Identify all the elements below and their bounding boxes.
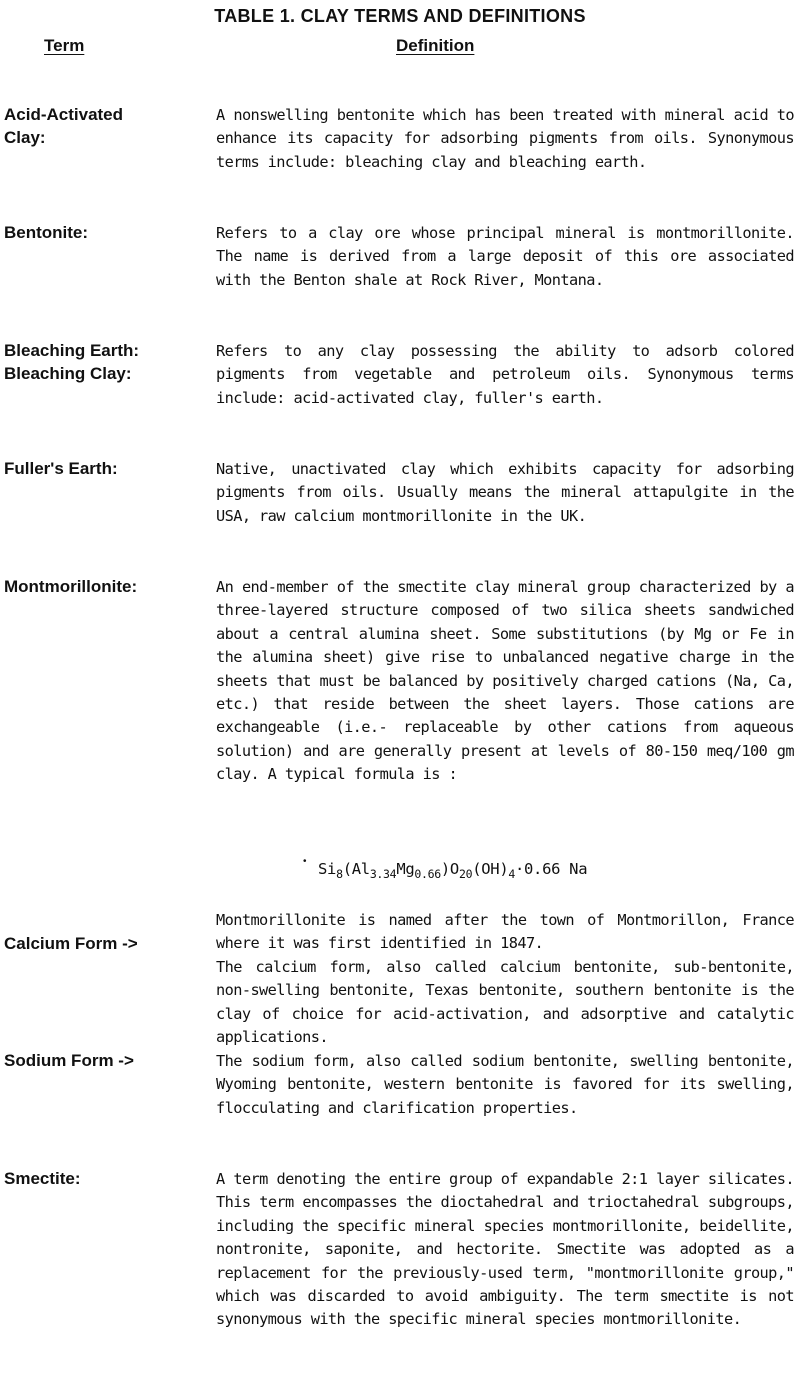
term-line: Acid-Activated xyxy=(4,105,124,124)
formula-part: ·0.66 Na xyxy=(514,860,588,878)
term-line: Fuller's Earth: xyxy=(4,459,118,478)
term-bleaching-earth xyxy=(4,339,204,385)
term-fullers-earth xyxy=(4,457,204,480)
stray-mark: • xyxy=(303,856,307,867)
formula-part: )O xyxy=(440,860,459,878)
term-line: Bleaching Clay: xyxy=(4,364,132,383)
formula-subscript: 3.34 xyxy=(369,867,397,882)
term-sodium-form xyxy=(4,1049,204,1072)
term-line: Bleaching Earth: xyxy=(4,341,140,360)
term-line: Clay: xyxy=(4,128,46,147)
term-bentonite xyxy=(4,221,204,244)
definition-acid-activated-clay: A nonswelling bentonite which has been treated with mineral acid to enhance its capacity for adsorbing pigments from oils. Synonymous terms include: bleaching clay and bleaching earth. xyxy=(216,106,794,171)
term-montmorillonite xyxy=(4,575,204,598)
definition-fullers-earth: Native, unactivated clay which exhibits capacity for adsorbing pigments from oils. Usually means the mineral attapulgite in the USA, raw calcium montmorillonite in the UK. xyxy=(216,460,794,525)
definition-montmorillonite: An end-member of the smectite clay mineral group characterized by a three-layered structure composed of two silica sheets sandwiched about a central alumina sheet. Some substitutions (by Mg or Fe in the alumina sheet) give rise to unbalanced negative charge in the sheets that must be balanced by positively charged cations (Na, Ca, etc.) that reside between the sheet layers. Those cations are exchangeable (i.e.- replaceable by other cations from aqueous solution) and are generally present at levels of 80-150 meq/100 gm clay. A typical formula is : xyxy=(216,578,794,784)
term-line: Montmorillonite: xyxy=(4,577,138,596)
term-line: Bentonite: xyxy=(4,223,89,242)
term-line: Sodium Form -> xyxy=(4,1051,134,1070)
term-line: Calcium Form -> xyxy=(4,934,138,953)
term-calcium-form xyxy=(4,932,204,955)
formula-part: (OH) xyxy=(472,860,509,878)
formula-part: (Al xyxy=(342,860,370,878)
definition-bleaching-earth: Refers to any clay possessing the ability to adsorb colored pigments from vegetable and petroleum oils. Synonymous terms include: acid-activated clay, fuller's earth. xyxy=(216,342,794,407)
formula-part: Si xyxy=(318,860,337,878)
formula-subscript: 8 xyxy=(336,867,343,882)
term-line: Smectite: xyxy=(4,1169,81,1188)
definition-calcium-form: The calcium form, also called calcium bentonite, sub-bentonite, non-swelling bentonite, Texas bentonite, southern bentonite is the clay of choice for acid-activation, and adsorptive and catalytic applications. xyxy=(216,958,794,1047)
definition-sodium-form: The sodium form, also called sodium bentonite, swelling bentonite, Wyoming bentonite, western bentonite is favored for its swelling, flocculating and clarification properties. xyxy=(216,1052,794,1117)
term-acid-activated-clay xyxy=(4,103,204,149)
montmorillonite-naming-text: Montmorillonite is named after the town of Montmorillon, France where it was first identified in 1847. xyxy=(216,911,794,953)
definition-smectite: A term denoting the entire group of expandable 2:1 layer silicates. This term encompasses the dioctahedral and trioctahedral subgroups, including the specific mineral species montmorillonite, beidellite, nontronite, saponite, and hectorite. Smectite was adopted as a replacement for the previously-used term, "montmorillonite group," which was discarded to avoid ambiguity. The term smectite is not synonymous with the specific mineral species montmorillonite. xyxy=(216,1170,794,1329)
definition-bentonite: Refers to a clay ore whose principal mineral is montmorillonite. The name is derived from a large deposit of this ore associated with the Benton shale at Rock River, Montana. xyxy=(216,224,794,289)
definition-column-header: Definition xyxy=(396,36,475,55)
term-smectite xyxy=(4,1167,204,1190)
formula-subscript: 0.66 xyxy=(414,867,441,882)
term-column-header: Term xyxy=(44,36,85,55)
formula-part: Mg xyxy=(396,860,415,878)
formula-subscript: 20 xyxy=(458,867,473,882)
table-title: TABLE 1. CLAY TERMS AND DEFINITIONS xyxy=(214,6,586,26)
formula-subscript: 4 xyxy=(508,867,515,882)
chemical-formula xyxy=(318,860,587,881)
